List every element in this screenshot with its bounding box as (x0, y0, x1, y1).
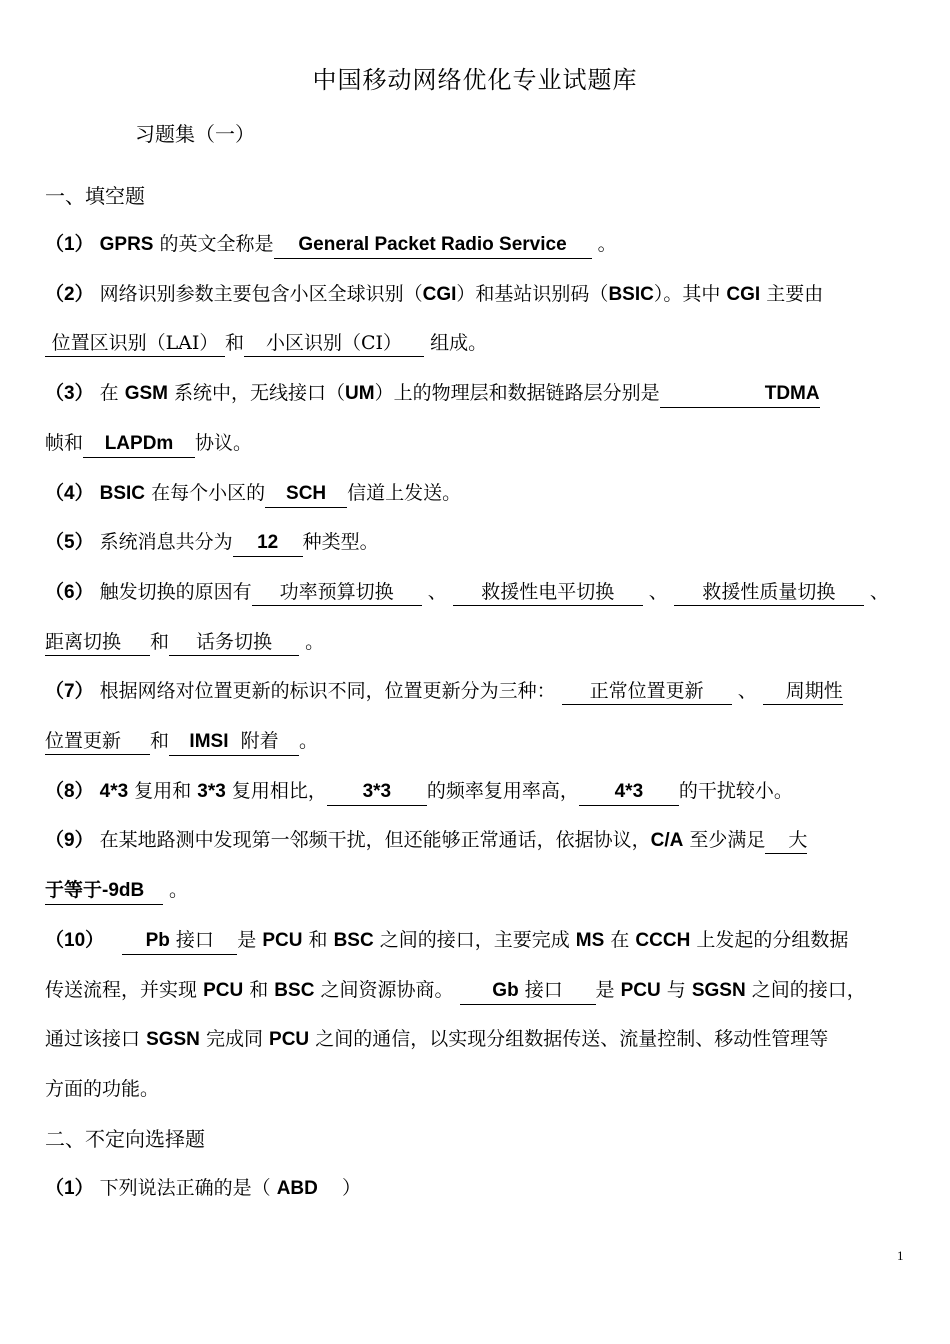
answer-text: ABD (276, 1178, 318, 1200)
answer-blank: SCH (265, 481, 347, 508)
question-8: （8） 4*3 复用和 3*3 复用相比， 3*3 的频率复用率高， 4*3 的干扰较小。 (45, 767, 907, 817)
section-fill-in-blank: 一、填空题 (45, 184, 145, 208)
answer-blank: 周期性 (763, 678, 843, 705)
question-5: （5） 系统消息共分为 12 种类型。 (45, 518, 907, 568)
choice-question-1: （1） 下列说法正确的是（ ABD ） (45, 1177, 362, 1200)
answer-blank: Gb 接口 (460, 977, 596, 1005)
answer-blank: 位置更新 (45, 728, 150, 755)
answer-blank: 3*3 (327, 779, 427, 806)
question-7: （7） 根据网络对位置更新的标识不同，位置更新分为三种： 正常位置更新 、 周期性 位置更新 和 IMSI 附着 。 (45, 667, 907, 766)
question-body (45, 220, 907, 1214)
exercise-set-title: 习题集（一） (135, 122, 255, 146)
page-number: 1 (897, 1248, 904, 1263)
page-title: 中国移动网络优化专业试题库 (312, 66, 638, 94)
answer-blank: Pb 接口 (122, 927, 237, 955)
question-3: （3） 在 GSM 系统中，无线接口（UM）上的物理层和数据链路层分别是 TDMA 帧和 LAPDm 协议。 (45, 369, 907, 468)
answer-blank: 位置区识别（LAI） (45, 330, 225, 357)
question-2: （2） 网络识别参数主要包含小区全球识别（CGI）和基站识别码（BSIC）。其中 CGI 主要由 位置区识别（LAI） 和 小区识别（CI） 组成。 (45, 270, 907, 369)
question-6: （6） 触发切换的原因有 功率预算切换 、 救援性电平切换 、 救援性质量切换 、 距离切换 和 话务切换 。 (45, 568, 907, 667)
answer-blank: 功率预算切换 (252, 579, 422, 606)
question-9: （9） 在某地路测中发现第一邻频干扰，但还能够正常通话，依据协议，C/A 至少满足 大 于等于-9dB 。 (45, 816, 907, 915)
answer-blank: 12 (233, 530, 303, 557)
answer-blank: 话务切换 (169, 629, 299, 656)
question-1: （1） GPRS 的英文全称是 General Packet Radio Service 。 (45, 220, 907, 270)
answer-blank: 于等于-9dB (45, 878, 163, 905)
answer-blank: 小区识别（CI） (244, 330, 424, 357)
answer-blank: 救援性电平切换 (453, 579, 643, 606)
answer-blank: 距离切换 (45, 629, 150, 656)
question-4: （4） BSIC 在每个小区的 SCH 信道上发送。 (45, 469, 907, 519)
answer-blank: 大 (765, 827, 807, 854)
answer-blank: TDMA (660, 381, 820, 408)
question-10: （10） Pb 接口 是 PCU 和 BSC 之间的接口，主要完成 MS 在 CCCH 上发起的分组数据 传送流程，并实现 PCU 和 BSC 之间资源协商。 Gb 接口 是 PCU 与 SGSN 之间的接口， 通过该接口 SGSN 完成同 PCU 之间的通信，以实现分组数据传送、流量控制、移动性管理等 方面的功能。 (45, 928, 866, 1100)
answer-blank: 正常位置更新 (562, 678, 732, 705)
section-multiple-choice: 二、不定向选择题 (45, 1126, 205, 1151)
answer-blank: 救援性质量切换 (674, 579, 864, 606)
answer-blank: LAPDm (83, 431, 195, 458)
answer-blank: 4*3 (579, 779, 679, 806)
answer-blank: General Packet Radio Service (274, 232, 592, 259)
answer-blank: IMSI 附着 (169, 728, 299, 756)
